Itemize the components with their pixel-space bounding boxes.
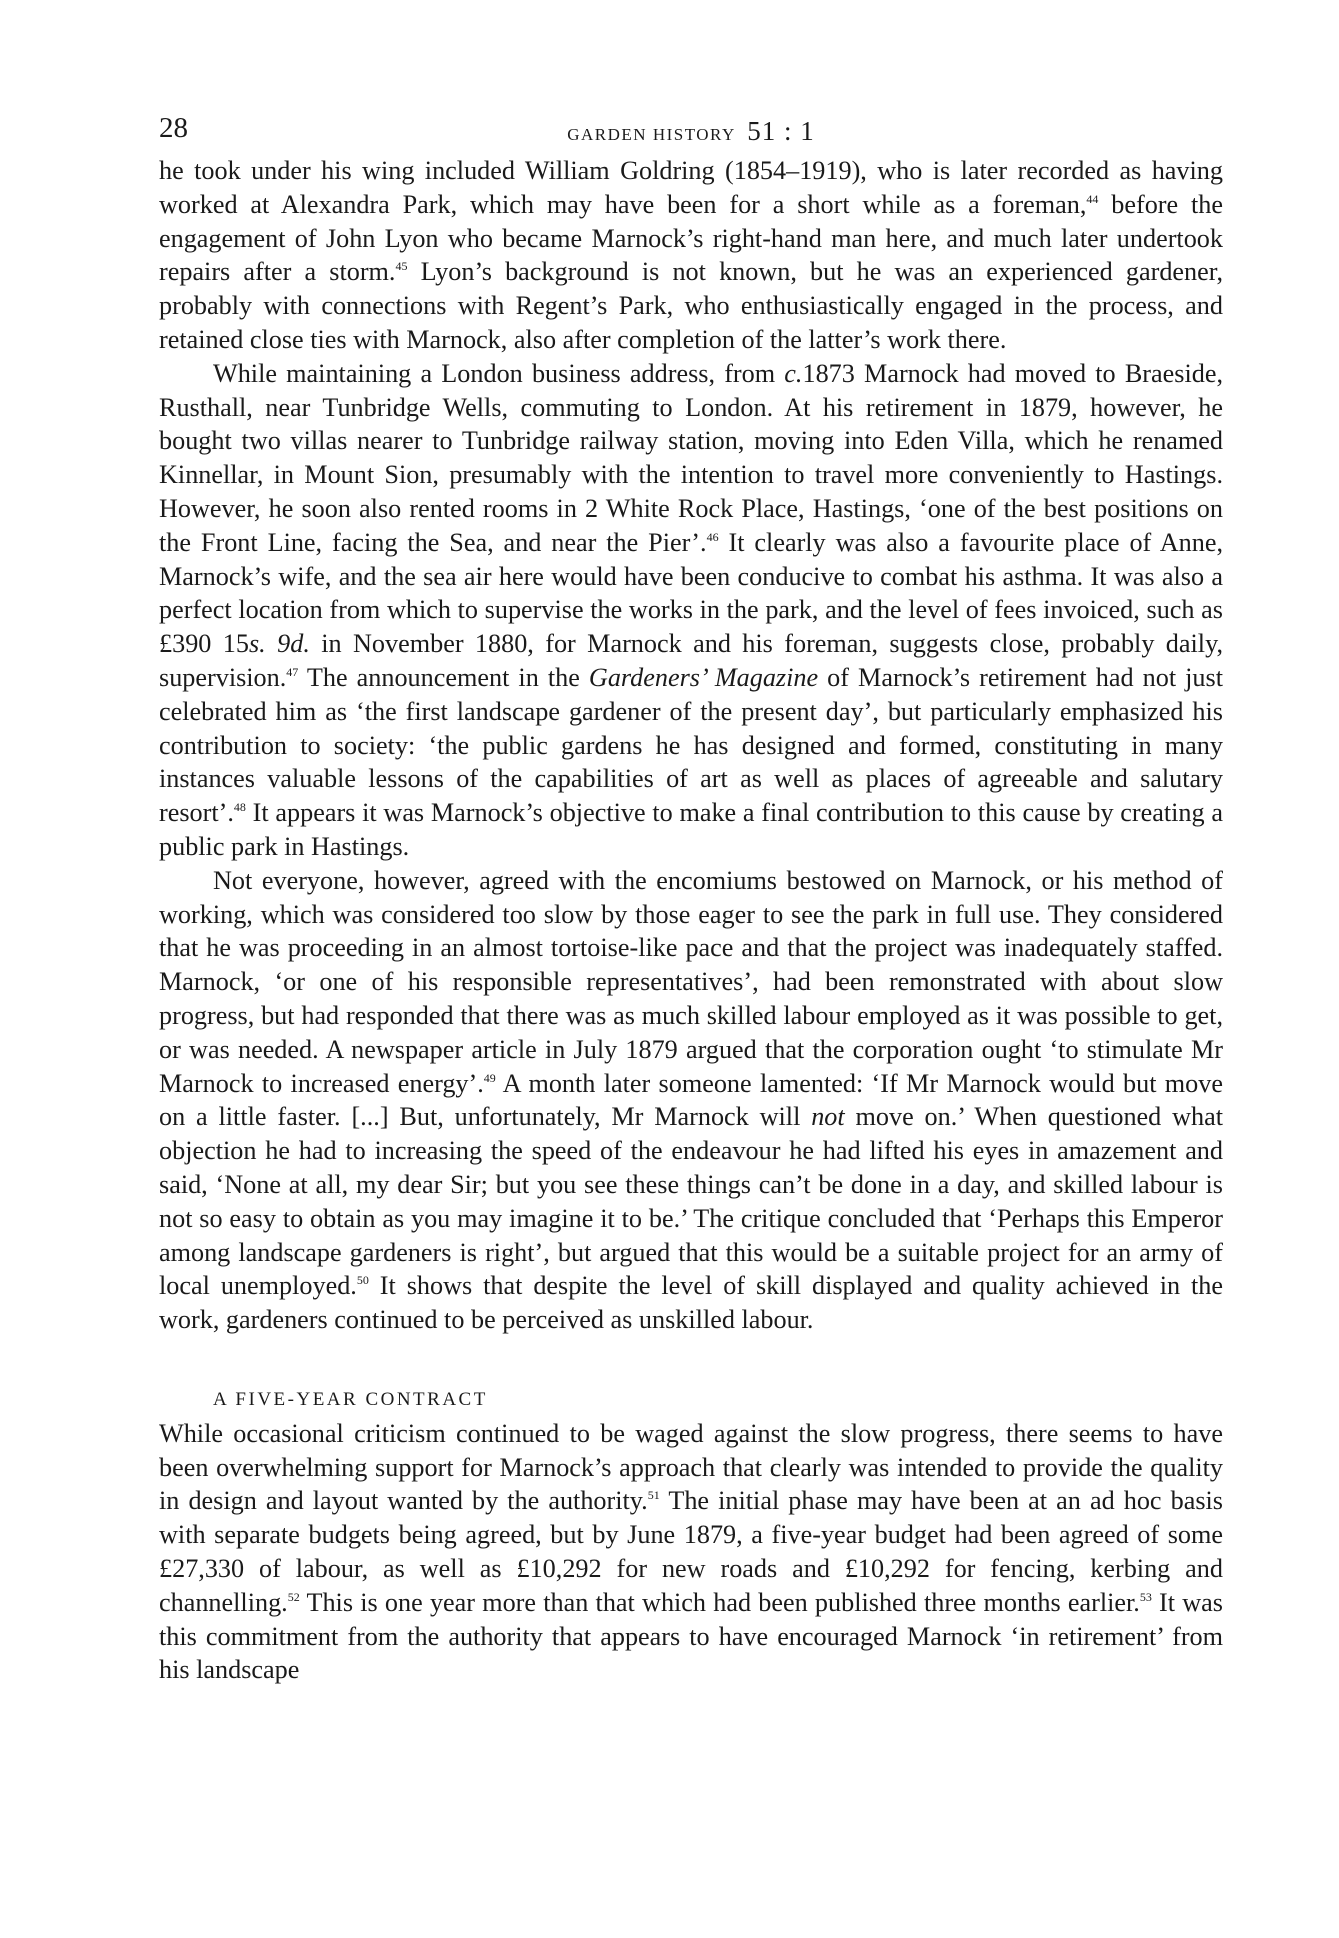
- journal-title: GARDEN HISTORY: [567, 125, 736, 144]
- section-heading: A FIVE-YEAR CONTRACT: [213, 1388, 488, 1410]
- italic-text: 9d.: [277, 629, 310, 659]
- running-head: [159, 116, 1223, 147]
- text-run: move on.’ When questioned what objection he had to increasing the speed of the endeavour he had lifted his eyes in amazement and said, ‘None at all, my dear Sir; but you see these things can’t be done in a day, and skilled labour is not so easy to obtain as you may imagine it to be.’ The critique concluded that ‘Perhaps this Emperor among landscape gardeners is right’, but argued that this would be a suitable project for an army of local unemployed.: [159, 1102, 1224, 1301]
- footnote-ref: 45: [395, 259, 408, 274]
- text-run: before the engagement of John Lyon who became Marnock’s right-hand man here, and much later undertook repairs after a storm.: [159, 189, 1223, 287]
- italic-text: s.: [248, 629, 266, 659]
- italic-text: not: [811, 1102, 845, 1132]
- paragraph: [159, 1417, 1223, 1687]
- paragraph: [159, 357, 1223, 864]
- text-run: It was this commitment from the authority that appears to have encouraged Marnock ‘in retirement’ from his landscape: [159, 1587, 1223, 1685]
- text-run: While occasional criticism continued to be waged against the slow progress, there seems to have been overwhelming support for Marnock’s approach that clearly was intended to provide the quality in design and layout wanted by the authority.: [159, 1418, 1223, 1516]
- footnote-ref: 48: [233, 800, 246, 815]
- footnote-ref: 49: [483, 1070, 496, 1085]
- text-run: It shows that despite the level of skill displayed and quality achieved in the work, gardeners continued to be perceived as unskilled labour.: [159, 1271, 1223, 1335]
- text-run: This is one year more than that which had been published three months earlier.: [299, 1587, 1140, 1617]
- text-run: he took under his wing included William Goldring (1854–1919), who is later recorded as having worked at Alexandra Park, which may have been for a short while as a foreman,: [159, 156, 1223, 219]
- italic-text: Gardeners’ Magazine: [588, 662, 819, 692]
- text-run: While maintaining a London business address, from: [213, 358, 785, 388]
- text-run: 1873 Marnock had moved to Braeside, Rusthall, near Tunbridge Wells, commuting to London. At his retirement in 1879, however, he bought two villas nearer to Tunbridge railway station, moving into Eden Villa, which he renamed Kinnellar, in Mount Sion, presumably with the intention to travel more conveniently to Hastings. However, he soon also rented rooms in 2 White Rock Place, Hastings, ‘one of the best positions on the Front Line, facing the Sea, and near the Pier’.: [159, 358, 1223, 557]
- page-header: [159, 112, 1223, 154]
- text-run: It appears it was Marnock’s objective to make a final contribution to this cause by creating a public park in Hastings.: [159, 798, 1223, 861]
- text-run: [266, 629, 277, 658]
- paragraph: [159, 864, 1223, 1337]
- text-run: The initial phase may have been at an ad hoc basis with separate budgets being agreed, but by June 1879, a five-year budget had been agreed of some £27,330 of labour, as well as £10,292 for new roads and £10,292 for fencing, kerbing and channelling.: [159, 1486, 1223, 1617]
- footnote-ref: 51: [647, 1488, 660, 1503]
- article-body: [159, 154, 1223, 1337]
- text-run: Not everyone, however, agreed with the encomiums bestowed on Marnock, or his method of working, which was considered too slow by those eager to see the park in full use. They considered that he was proceeding in an almost tortoise-like pace and that the project was inadequately staffed. Marnock, ‘or one of his responsible representatives’, had been remonstrated with about slow progress, but had responded that there was as much skilled labour employed as it was possible to get, or was needed. A newspaper article in July 1879 argued that the corporation ought ‘to stimulate Mr Marnock to increased energy’.: [159, 865, 1223, 1098]
- text-run: Lyon’s background is not known, but he was an experienced gardener, probably with connections with Regent’s Park, who enthusiastically engaged in the process, and retained close ties with Marnock, also after completion of the latter’s work there.: [159, 257, 1223, 354]
- text-run: in November 1880, for Marnock and his foreman, suggests close, probably daily, supervision.: [159, 629, 1224, 692]
- footnote-ref: 44: [1086, 191, 1099, 206]
- page-number: 28: [159, 112, 188, 144]
- footnote-ref: 50: [356, 1273, 369, 1288]
- footnote-ref: 47: [286, 664, 299, 679]
- text-run: of Marnock’s retirement had not just celebrated him as ‘the first landscape gardener of the present day’, but particularly emphasized his contribution to society: ‘the public gardens he has designed and formed, constituting in many instances valuable lessons of the capabilities of art as well as places of agreeable and salutary resort’.: [159, 662, 1223, 828]
- text-run: It clearly was also a favourite place of Anne, Marnock’s wife, and the sea air here would have been conducive to combat his asthma. It was also a perfect location from which to supervise the works in the park, and the level of fees invoiced, such as £390 15: [159, 527, 1223, 659]
- section-body: [159, 1417, 1223, 1687]
- footnote-ref: 46: [706, 529, 719, 544]
- issue-number: 51 : 1: [747, 116, 815, 146]
- paragraph: [159, 154, 1223, 357]
- italic-text: c.: [784, 358, 803, 388]
- footnote-ref: 53: [1139, 1589, 1152, 1604]
- text-run: The announcement in the: [298, 662, 589, 692]
- footnote-ref: 52: [287, 1589, 300, 1604]
- journal-page: [159, 112, 1223, 1687]
- text-run: A month later someone lamented: ‘If Mr Marnock would but move on a little faster. [...] But, unfortunately, Mr Marnock will: [159, 1068, 1223, 1132]
